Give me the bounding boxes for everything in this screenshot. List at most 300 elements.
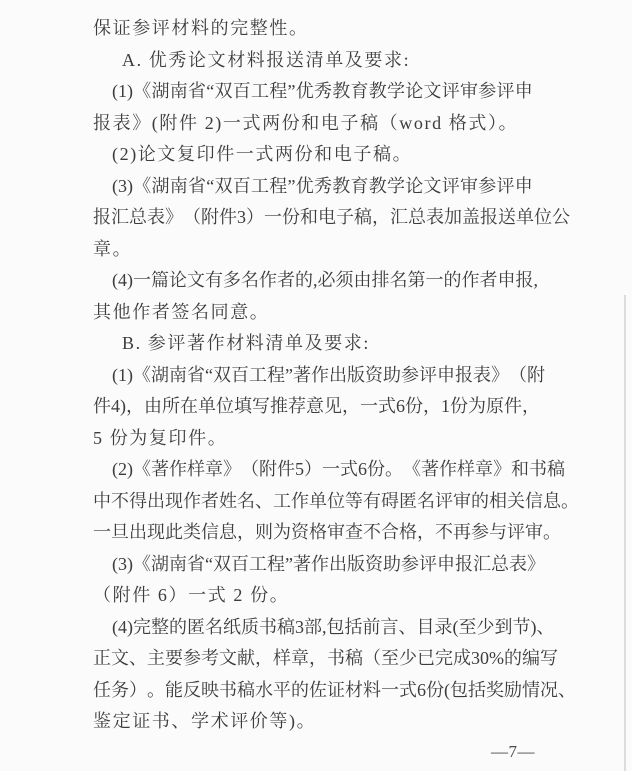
glyph-token: ( [452, 616, 459, 637]
glyph-token: 审 [460, 175, 478, 196]
glyph-token: 资 [291, 522, 309, 542]
glyph-token: 见 [324, 396, 342, 416]
glyph-token: 评 [441, 81, 460, 101]
glyph-token: 一 [360, 396, 378, 416]
glyph-token: 一 [381, 679, 399, 700]
glyph-token: 者 [479, 270, 498, 290]
glyph-token: 关 [507, 490, 525, 511]
glyph-token: 名 [241, 270, 259, 290]
glyph-token: 《 [133, 459, 151, 479]
glyph-token: ， [522, 396, 540, 416]
glyph-token: 能 [165, 679, 183, 700]
glyph-token: 参 [183, 648, 201, 668]
glyph-token: （ [241, 459, 259, 479]
glyph-token: 映 [201, 679, 219, 700]
glyph-token: 填 [234, 396, 252, 416]
glyph-token: 完 [133, 616, 151, 637]
glyph-token: 省 [188, 81, 206, 101]
glyph-token: 育 [350, 81, 369, 101]
glyph-token: 荐 [288, 396, 306, 416]
glyph-token: 单 [309, 490, 327, 511]
glyph-token: 和 [300, 207, 318, 227]
glyph-token: 学 [387, 81, 405, 101]
glyph-token: 、 [558, 679, 576, 700]
glyph-token: 3 [295, 616, 304, 637]
glyph-token: 匿 [187, 616, 205, 637]
glyph-token: 总 [129, 207, 147, 227]
glyph-token: 件 [93, 396, 111, 416]
glyph-token: 推 [270, 396, 288, 416]
glyph-token: 旦 [111, 522, 129, 542]
glyph-token: 则 [255, 522, 273, 542]
glyph-token: 式 [399, 679, 417, 700]
glyph-token: , [533, 270, 538, 290]
glyph-token: 为 [468, 396, 486, 416]
text-line [93, 171, 533, 203]
glyph-token: 论 [405, 175, 424, 196]
glyph-token: 论 [169, 270, 187, 290]
glyph-token: 查 [345, 522, 363, 542]
glyph-token: 的 [169, 616, 187, 637]
glyph-token: 3 [237, 207, 246, 227]
glyph-token: 作 [169, 459, 187, 479]
glyph-token: 现 [147, 522, 165, 542]
glyph-token: 单 [516, 207, 534, 227]
glyph-token: 完 [435, 648, 453, 668]
glyph-token: 现 [165, 490, 183, 511]
glyph-token: 不 [111, 490, 129, 511]
glyph-token: 文 [111, 648, 129, 668]
glyph-token: 励 [504, 679, 522, 700]
glyph-token: 一 [93, 522, 111, 542]
glyph-token: “ [205, 553, 213, 574]
glyph-token: 著 [293, 364, 311, 385]
glyph-token: 论 [405, 81, 424, 101]
glyph-token: “ [206, 175, 215, 196]
glyph-token: 4) [111, 396, 126, 416]
glyph-token: 评 [496, 175, 515, 196]
glyph-token: ) [530, 616, 537, 637]
glyph-token: 评 [441, 175, 460, 196]
glyph-token: 出 [329, 553, 347, 574]
glyph-token: 参 [478, 175, 497, 196]
glyph-token: ， [342, 396, 360, 416]
glyph-token: 版 [347, 553, 365, 574]
glyph-token: 式 [378, 396, 396, 416]
glyph-token: 至 [381, 648, 399, 668]
glyph-token: 。 [543, 522, 561, 542]
glyph-token: 。 [385, 459, 403, 479]
text-line: (2)论文复印件一式两份和电子稿。 [112, 144, 413, 164]
glyph-token: 南 [169, 81, 188, 101]
glyph-token: 双 [214, 175, 233, 196]
glyph-token: 总 [408, 207, 426, 227]
glyph-token: 、 [129, 648, 147, 668]
glyph-token: 送 [498, 207, 516, 227]
glyph-token: 献 [237, 648, 255, 668]
glyph-token: 录 [434, 616, 453, 637]
glyph-token: ， [237, 522, 255, 542]
glyph-token: 申 [514, 175, 533, 196]
glyph-token: 表 [426, 207, 444, 227]
glyph-token: ” [287, 81, 296, 101]
glyph-token: ， [423, 396, 441, 416]
glyph-token: 的 [504, 648, 522, 668]
glyph-token: 有 [363, 490, 381, 511]
glyph-token: （ [363, 648, 381, 668]
glyph-token: 须 [335, 270, 354, 290]
glyph-token: 程 [269, 81, 288, 101]
glyph-token: 》 [527, 553, 545, 574]
glyph-token: ( [444, 679, 450, 700]
glyph-token: 作 [439, 459, 457, 479]
glyph-token: ） [129, 679, 147, 700]
text-line: （附件 6）一式 2 份。 [93, 585, 290, 605]
glyph-token: (1) [112, 81, 133, 101]
glyph-token: 至 [458, 616, 477, 637]
glyph-token: “ [205, 364, 213, 385]
glyph-token: 南 [169, 175, 188, 196]
glyph-token: 、 [398, 616, 417, 637]
glyph-token: 份 [426, 679, 444, 700]
glyph-token: 位 [327, 490, 345, 511]
glyph-token: 报 [455, 364, 473, 385]
glyph-token: 文 [423, 81, 442, 101]
glyph-token: 样 [187, 459, 205, 479]
glyph-token: 助 [383, 364, 401, 385]
text-line [93, 360, 545, 392]
glyph-token: 类 [183, 522, 201, 542]
glyph-token: 名 [237, 490, 255, 511]
glyph-token: 节 [512, 616, 531, 637]
glyph-token: 1 [441, 396, 450, 416]
glyph-token: 省 [187, 553, 205, 574]
glyph-token: 报 [480, 207, 498, 227]
glyph-token: 部 [304, 616, 322, 637]
glyph-token: 章 [205, 459, 223, 479]
text-line: 保证参评材料的完整性。 [93, 18, 309, 38]
glyph-token: 反 [183, 679, 201, 700]
glyph-token: 料 [363, 679, 381, 700]
glyph-token: 。 [147, 679, 165, 700]
glyph-token: 附 [259, 459, 277, 479]
glyph-token: 作 [183, 490, 201, 511]
glyph-token: 双 [213, 553, 231, 574]
glyph-token: 评 [419, 553, 437, 574]
glyph-token: 纸 [223, 616, 241, 637]
glyph-token: 篇 [151, 270, 169, 290]
glyph-token: 30% [471, 648, 504, 668]
glyph-token: 参 [401, 364, 419, 385]
glyph-token: 附 [201, 207, 219, 227]
glyph-token: 匿 [399, 490, 417, 511]
glyph-token: 报 [455, 553, 473, 574]
glyph-token: 样 [273, 648, 291, 668]
glyph-token: 正 [93, 648, 111, 668]
glyph-token: 章 [291, 648, 309, 668]
glyph-token: 公 [552, 207, 570, 227]
glyph-token: 务 [111, 679, 129, 700]
text-line [93, 486, 579, 518]
glyph-token: 样 [457, 459, 475, 479]
glyph-token: 优 [295, 81, 314, 101]
glyph-token: 相 [489, 490, 507, 511]
glyph-token: 奖 [486, 679, 504, 700]
glyph-token: 《 [403, 459, 421, 479]
glyph-token: 成 [453, 648, 471, 668]
glyph-token: 名 [417, 490, 435, 511]
glyph-token: 申 [497, 270, 516, 290]
glyph-token: 程 [269, 175, 288, 196]
glyph-token: 参 [471, 522, 489, 542]
glyph-token: 份 [367, 459, 385, 479]
glyph-token: 百 [231, 553, 249, 574]
glyph-token: 和 [511, 459, 529, 479]
glyph-token: 工 [273, 490, 291, 511]
glyph-token: , [313, 270, 318, 290]
glyph-token: 著 [151, 459, 169, 479]
glyph-token: 件 [504, 396, 522, 416]
glyph-token: 合 [381, 522, 399, 542]
glyph-token: 》 [491, 364, 509, 385]
glyph-token: （ [183, 207, 201, 227]
glyph-token: 信 [525, 490, 543, 511]
glyph-token: 审 [525, 522, 543, 542]
glyph-token: 要 [165, 648, 183, 668]
glyph-token: 、 [536, 616, 555, 637]
glyph-token: 评 [435, 490, 453, 511]
glyph-token: 得 [129, 490, 147, 511]
glyph-token: 报 [515, 270, 534, 290]
glyph-token: 表 [473, 364, 491, 385]
glyph-token: 书 [259, 616, 277, 637]
glyph-token: ， [126, 396, 144, 416]
glyph-token: 》 [165, 207, 183, 227]
glyph-token: 申 [437, 553, 455, 574]
glyph-token: 湖 [151, 81, 170, 101]
glyph-token: 姓 [219, 490, 237, 511]
glyph-token: 工 [249, 364, 267, 385]
glyph-token: 程 [267, 364, 285, 385]
text-line [93, 76, 533, 108]
text-line [93, 391, 540, 423]
glyph-token: 资 [365, 553, 383, 574]
glyph-token: , [322, 616, 327, 637]
glyph-token: 评 [496, 81, 515, 101]
glyph-token: 一 [133, 270, 151, 290]
glyph-token: 5 [295, 459, 304, 479]
glyph-token: 作 [461, 270, 480, 290]
glyph-token: 表 [147, 207, 165, 227]
glyph-token: 书 [327, 648, 345, 668]
glyph-token: 目 [416, 616, 435, 637]
glyph-token: 少 [476, 616, 495, 637]
glyph-token: 与 [489, 522, 507, 542]
glyph-token: 南 [169, 364, 187, 385]
glyph-token: 出 [147, 490, 165, 511]
glyph-token: 件 [219, 207, 237, 227]
glyph-token: 百 [232, 81, 251, 101]
glyph-token: 由 [144, 396, 162, 416]
glyph-token: 章 [475, 459, 493, 479]
glyph-token: 式 [340, 459, 358, 479]
glyph-token: 息 [219, 522, 237, 542]
glyph-token: 汇 [390, 207, 408, 227]
text-line [93, 643, 558, 675]
glyph-token: 汇 [111, 207, 129, 227]
glyph-token: 助 [383, 553, 401, 574]
glyph-token: 子 [336, 207, 354, 227]
glyph-token: 水 [255, 679, 273, 700]
glyph-token: 工 [251, 175, 269, 196]
scan-edge-artifact-line [624, 295, 626, 771]
glyph-token: 多 [223, 270, 241, 290]
glyph-token: 括 [468, 679, 486, 700]
text-line: 报表》(附件 2)一式两份和电子稿（word 格式）。 [93, 112, 519, 133]
glyph-token: 信 [201, 522, 219, 542]
glyph-token: 。 [561, 490, 579, 511]
glyph-token: 参 [478, 81, 497, 101]
glyph-token: 者 [201, 490, 219, 511]
glyph-token: 名 [205, 616, 223, 637]
glyph-token: 主 [147, 648, 165, 668]
page-number: —7— [491, 742, 535, 761]
glyph-token: 出 [129, 522, 147, 542]
glyph-token: 格 [399, 522, 417, 542]
glyph-token: 前 [362, 616, 381, 637]
glyph-token: (4) [112, 616, 133, 637]
glyph-token: 由 [353, 270, 372, 290]
glyph-token: 必 [317, 270, 336, 290]
glyph-token: 评 [507, 522, 525, 542]
glyph-token: 总 [491, 553, 509, 574]
text-line [93, 265, 538, 297]
glyph-token: 百 [231, 364, 249, 385]
glyph-token: 湖 [151, 175, 170, 196]
glyph-token: 佐 [309, 679, 327, 700]
glyph-token: 审 [327, 522, 345, 542]
glyph-token: 编 [522, 648, 540, 668]
glyph-token: 6 [396, 396, 405, 416]
glyph-token: 学 [387, 175, 405, 196]
glyph-token: 一 [322, 459, 340, 479]
glyph-token: 写 [540, 648, 558, 668]
text-line: B. 参评著作材料清单及要求: [122, 333, 371, 353]
glyph-token: 任 [93, 679, 111, 700]
glyph-token: 材 [345, 679, 363, 700]
glyph-token: ） [246, 207, 264, 227]
glyph-token: 湖 [151, 364, 169, 385]
glyph-token: 文 [187, 270, 205, 290]
glyph-token: 在 [180, 396, 198, 416]
glyph-token: 意 [306, 396, 324, 416]
glyph-token: 文 [219, 648, 237, 668]
glyph-token: ， [417, 522, 435, 542]
glyph-token: 报 [93, 207, 111, 227]
glyph-token: ” [285, 364, 293, 385]
glyph-token: 言 [380, 616, 399, 637]
glyph-token: 为 [273, 522, 291, 542]
glyph-token: 审 [453, 490, 471, 511]
glyph-token: 份 [282, 207, 300, 227]
glyph-token: 》 [223, 459, 241, 479]
glyph-token: 资 [365, 364, 383, 385]
glyph-token: 双 [214, 81, 233, 101]
glyph-token: (2) [112, 459, 133, 479]
glyph-token: 的 [471, 490, 489, 511]
glyph-token: 作 [311, 364, 329, 385]
glyph-token: ” [285, 553, 293, 574]
text-line: 5 份为复印件。 [93, 427, 228, 448]
glyph-token: ） [304, 459, 322, 479]
glyph-token: 的 [443, 270, 462, 290]
glyph-token: 一 [425, 270, 444, 290]
glyph-token: ” [287, 175, 296, 196]
glyph-token: 不 [363, 522, 381, 542]
glyph-token: 份 [405, 396, 423, 416]
glyph-token: 评 [419, 364, 437, 385]
glyph-token: 省 [187, 364, 205, 385]
glyph-token: 排 [371, 270, 390, 290]
glyph-token: 工 [249, 553, 267, 574]
glyph-token: 6 [417, 679, 426, 700]
glyph-token: 版 [347, 364, 365, 385]
glyph-token: 加 [444, 207, 462, 227]
glyph-token: 省 [188, 175, 206, 196]
text-line [93, 675, 576, 707]
glyph-token: 电 [318, 207, 336, 227]
glyph-token: 稿 [354, 207, 372, 227]
glyph-token: 著 [421, 459, 439, 479]
glyph-token: 申 [437, 364, 455, 385]
glyph-token: (1) [112, 364, 133, 385]
glyph-token: 份 [450, 396, 468, 416]
glyph-token: 6 [358, 459, 367, 479]
glyph-token: 汇 [473, 553, 491, 574]
glyph-token: (4) [112, 270, 133, 290]
glyph-token: 整 [151, 616, 169, 637]
glyph-token: （ [509, 364, 527, 385]
glyph-token: 碍 [381, 490, 399, 511]
glyph-token: 教 [332, 81, 351, 101]
glyph-token: ， [309, 648, 327, 668]
document-text-block [93, 13, 579, 738]
glyph-token: 双 [213, 364, 231, 385]
glyph-token: 秀 [314, 81, 332, 101]
glyph-token: (3) [112, 553, 133, 574]
glyph-token: 盖 [462, 207, 480, 227]
glyph-token: 稿 [237, 679, 255, 700]
glyph-token: 育 [350, 175, 369, 196]
glyph-token: 原 [486, 396, 504, 416]
text-line [93, 454, 565, 486]
glyph-token: 况 [540, 679, 558, 700]
glyph-token: ， [372, 207, 390, 227]
glyph-token: 情 [522, 679, 540, 700]
glyph-token: 考 [201, 648, 219, 668]
text-line [93, 517, 561, 549]
glyph-token: 所 [162, 396, 180, 416]
glyph-token: 写 [252, 396, 270, 416]
glyph-token: 息 [543, 490, 561, 511]
glyph-token: 《 [133, 81, 152, 101]
glyph-token: 》 [493, 459, 511, 479]
glyph-token: 到 [494, 616, 513, 637]
glyph-token: 优 [295, 175, 314, 196]
glyph-token: 作 [291, 490, 309, 511]
text-line: 其他作者签名同意。 [93, 301, 270, 322]
text-line [93, 202, 570, 234]
